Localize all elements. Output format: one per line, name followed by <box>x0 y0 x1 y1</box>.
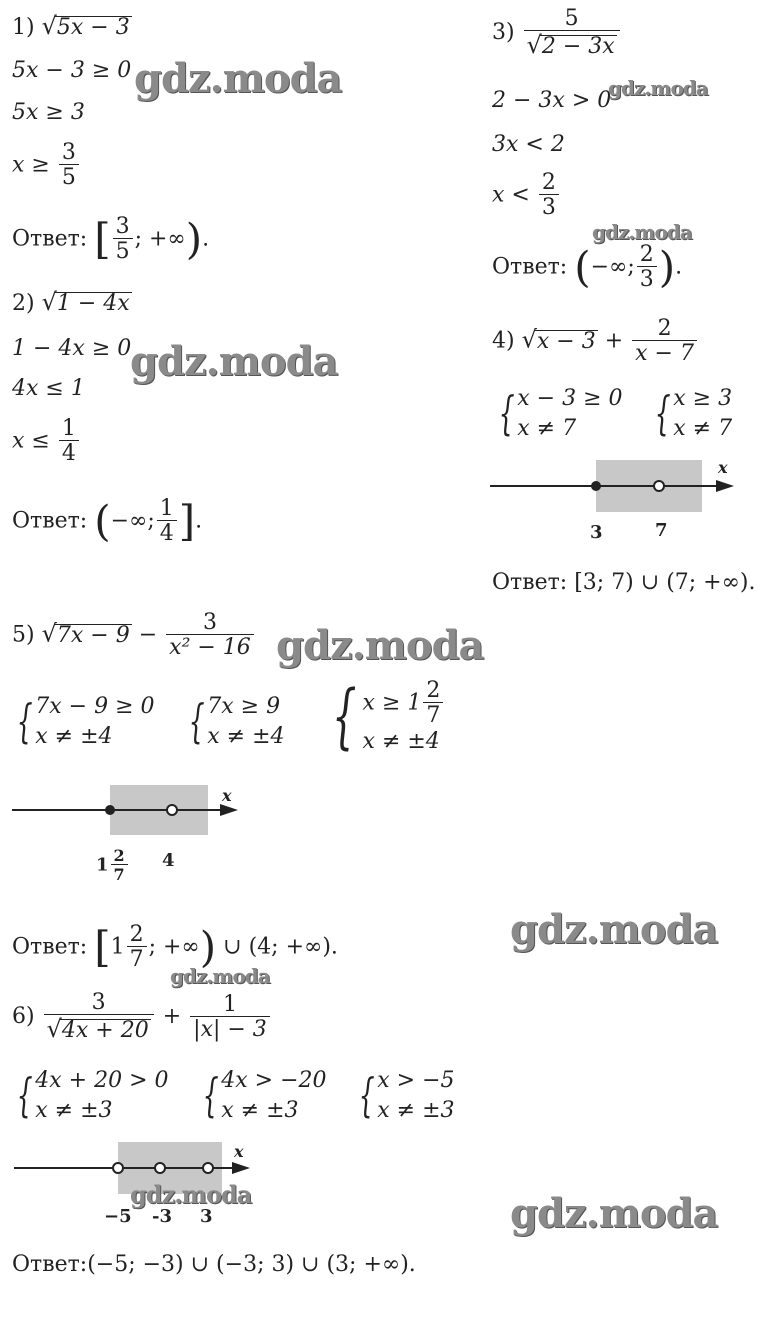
p5-point-1-2-7-filled <box>105 805 115 815</box>
p5-tick-4: 4 <box>162 850 175 871</box>
p5-axis-label: x <box>222 786 232 805</box>
p2-step3: x ≤ $\frac{1}{4}$ <box>12 418 81 465</box>
p3-answer: Ответ: (−∞; $\frac{2}{3}$ ). <box>492 242 683 292</box>
p6-point-minus3-open <box>155 1163 165 1173</box>
p4-axis-label: x <box>718 458 728 477</box>
watermark: gdz.moda <box>592 220 692 244</box>
p1-step2: 5x ≥ 3 <box>12 100 85 125</box>
p6-system-c: { x > −5 x ≠ ±3 <box>358 1068 455 1123</box>
p5-system-b: { 7x ≥ 9 x ≠ ±4 <box>188 694 285 749</box>
p6-system-b: { 4x > −20 x ≠ ±3 <box>202 1068 327 1123</box>
p5-point-4-open <box>167 805 177 815</box>
p6-answer: Ответ:(−5; −3) ∪ (−3; 3) ∪ (3; +∞). <box>12 1252 416 1277</box>
p3-step3: x < $\frac{2}{3}$ <box>492 172 561 219</box>
p2-expression: 2) √1 − 4x <box>12 288 130 316</box>
p4-answer: Ответ: [3; 7) ∪ (7; +∞). <box>492 570 756 595</box>
watermark: gdz.moda <box>170 964 270 988</box>
p1-step3: x ≥ $\frac{3}{5}$ <box>12 142 81 189</box>
watermark: gdz.moda <box>276 622 484 669</box>
watermark: gdz.moda <box>510 906 718 953</box>
p6-tick-minus3: -3 <box>152 1206 172 1227</box>
p6-point-3-open <box>203 1163 213 1173</box>
p2-step2: 4x ≤ 1 <box>12 376 85 401</box>
watermark: gdz.moda <box>130 1180 252 1209</box>
p4-expression: 4) √x − 3 + $\frac{2}{x - 7}$ <box>492 318 699 365</box>
p6-axis-arrow <box>232 1162 250 1174</box>
p3-expression: 3) $\frac{5}{√2 - 3x}$ <box>492 8 622 58</box>
p4-number-line <box>488 455 748 545</box>
p5-axis-arrow <box>220 804 238 816</box>
p5-tick-1-2-7: 1 $\frac{2}{7}$ <box>96 848 130 883</box>
p3-step1: 2 − 3x > 0 <box>492 88 612 113</box>
p2-answer: Ответ: (−∞; $\frac{1}{4}$ ]. <box>12 496 203 546</box>
p3-step2: 3x < 2 <box>492 132 565 157</box>
p5-expression: 5) √7x − 9 − $\frac{3}{\text{x² − 16}}$ <box>12 612 256 659</box>
p1-step1: 5x − 3 ≥ 0 <box>12 58 132 83</box>
watermark: gdz.moda <box>510 1190 718 1237</box>
p4-point-7-open <box>654 481 664 491</box>
p4-point-3-filled <box>591 481 601 491</box>
p6-tick-3: 3 <box>200 1206 213 1227</box>
p2-step1: 1 − 4x ≥ 0 <box>12 336 132 361</box>
p5-system-a: { 7x − 9 ≥ 0 x ≠ ±4 <box>16 694 155 749</box>
p4-system-b: { x ≥ 3 x ≠ 7 <box>654 386 733 441</box>
p6-point-minus5-open <box>113 1163 123 1173</box>
p1-answer: Ответ: [ $\frac{3}{5}$ ; +∞). <box>12 214 210 264</box>
watermark: gdz.moda <box>608 76 708 100</box>
p5-system-c: { x ≥ 1 $\frac{2}{7}$ x ≠ ±4 <box>322 680 445 753</box>
p4-tick-7: 7 <box>655 520 668 541</box>
p4-axis-arrow <box>716 480 734 492</box>
p4-tick-3: 3 <box>590 522 603 543</box>
watermark: gdz.moda <box>130 338 338 385</box>
p6-axis-label: x <box>234 1142 244 1161</box>
watermark: gdz.moda <box>134 55 342 102</box>
p6-tick-minus5: −5 <box>104 1206 132 1227</box>
p5-number-line <box>12 785 252 845</box>
p4-system-a: { x − 3 ≥ 0 x ≠ 7 <box>498 386 623 441</box>
p1-expression: 1) √5x − 3 <box>12 12 130 40</box>
p5-answer: Ответ: [1 $\frac{2}{7}$ ; +∞) ∪ (4; +∞). <box>12 922 338 972</box>
p6-system-a: { 4x + 20 > 0 x ≠ ±3 <box>16 1068 169 1123</box>
p6-expression: 6) $\frac{3}{√4x + 20}$ + $\frac{1}{|x| - 3}$ <box>12 992 272 1042</box>
